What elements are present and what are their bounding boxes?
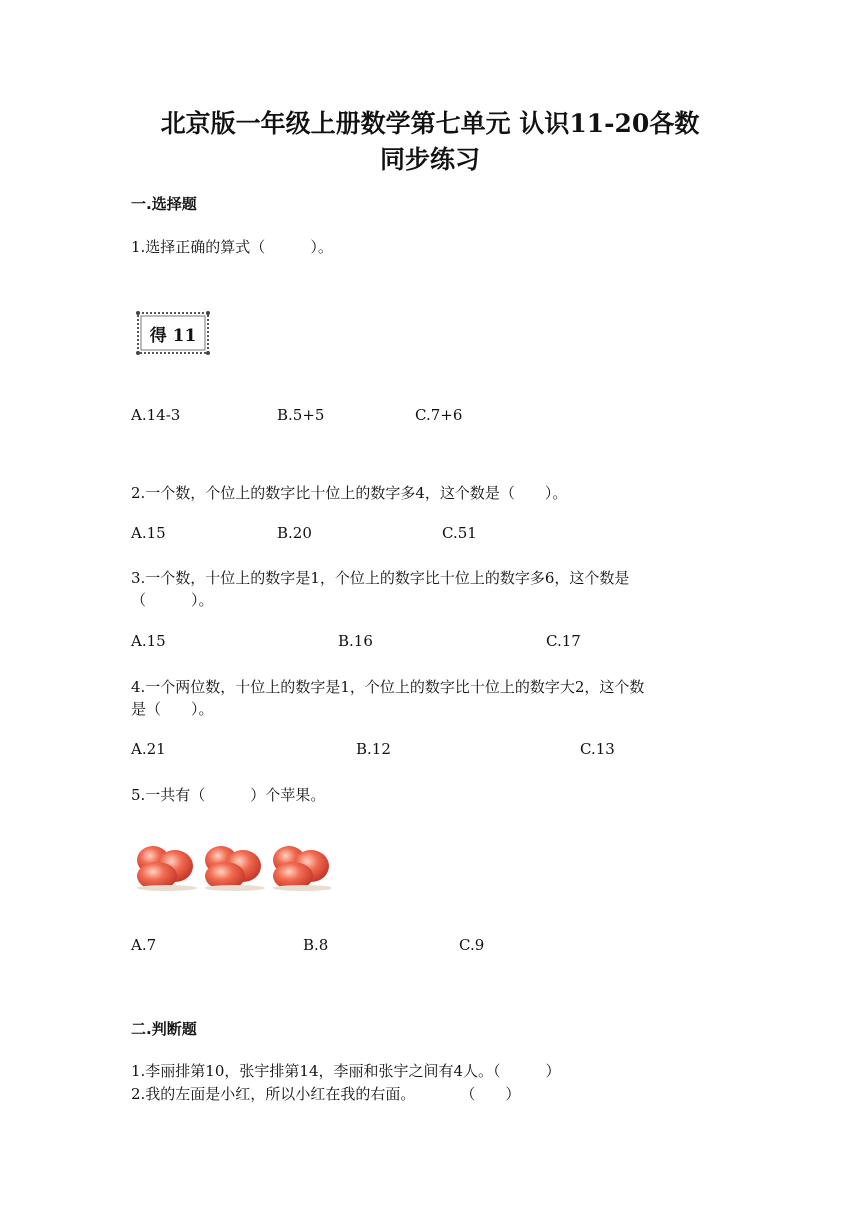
q3-option-c: C.17 (546, 632, 581, 650)
question-3-text-line-1: 3.一个数，十位上的数字是1，个位上的数字比十位上的数字多6，这个数是 (131, 569, 630, 587)
section-heading-judgment: 二.判断题 (131, 1020, 197, 1038)
section-heading-choice: 一.选择题 (131, 195, 197, 213)
apple-group-2-icon (205, 846, 265, 891)
q2-option-c: C.51 (442, 524, 477, 542)
q5-option-a: A.7 (131, 936, 157, 954)
q5-option-b: B.8 (303, 936, 329, 954)
question-5-text: 5.一共有（ ）个苹果。 (131, 786, 326, 804)
q1-option-b: B.5+5 (277, 406, 325, 424)
q2-option-a: A.15 (131, 524, 166, 542)
page-title-line-2: 同步练习 (379, 145, 480, 174)
question-3-text-line-2: （ ）。 (131, 591, 214, 609)
question-2-text: 2.一个数，个位上的数字比十位上的数字多4，这个数是（ ）。 (131, 484, 568, 502)
question-4-text-line-1: 4.一个两位数，十位上的数字是1，个位上的数字比十位上的数字大2，这个数 (131, 678, 645, 696)
judgment-item-1: 1.李丽排第10，张宇排第14，李丽和张宇之间有4人。（ ） (131, 1062, 561, 1080)
apple-group-3-icon (273, 846, 331, 891)
q5-option-c: C.9 (459, 936, 485, 954)
q3-option-a: A.15 (131, 632, 166, 650)
q4-option-a: A.21 (131, 740, 166, 758)
page-title-line-1: 北京版一年级上册数学第七单元 认识11-20各数 (160, 109, 700, 138)
apple-group-1-icon (137, 846, 197, 891)
apples-image (131, 838, 331, 892)
stamp-text: 得 11 (149, 325, 197, 346)
q2-option-b: B.20 (277, 524, 312, 542)
q4-option-b: B.12 (356, 740, 391, 758)
question-1-text: 1.选择正确的算式（ ）。 (131, 238, 333, 256)
stamp-label-image (135, 310, 211, 356)
question-4-text-line-2: 是（ ）。 (131, 700, 214, 718)
judgment-item-2: 2.我的左面是小红，所以小红在我的右面。 （ ） (131, 1085, 521, 1103)
q1-option-c: C.7+6 (415, 406, 463, 424)
q4-option-c: C.13 (580, 740, 615, 758)
q1-option-a: A.14-3 (131, 406, 181, 424)
q3-option-b: B.16 (338, 632, 373, 650)
